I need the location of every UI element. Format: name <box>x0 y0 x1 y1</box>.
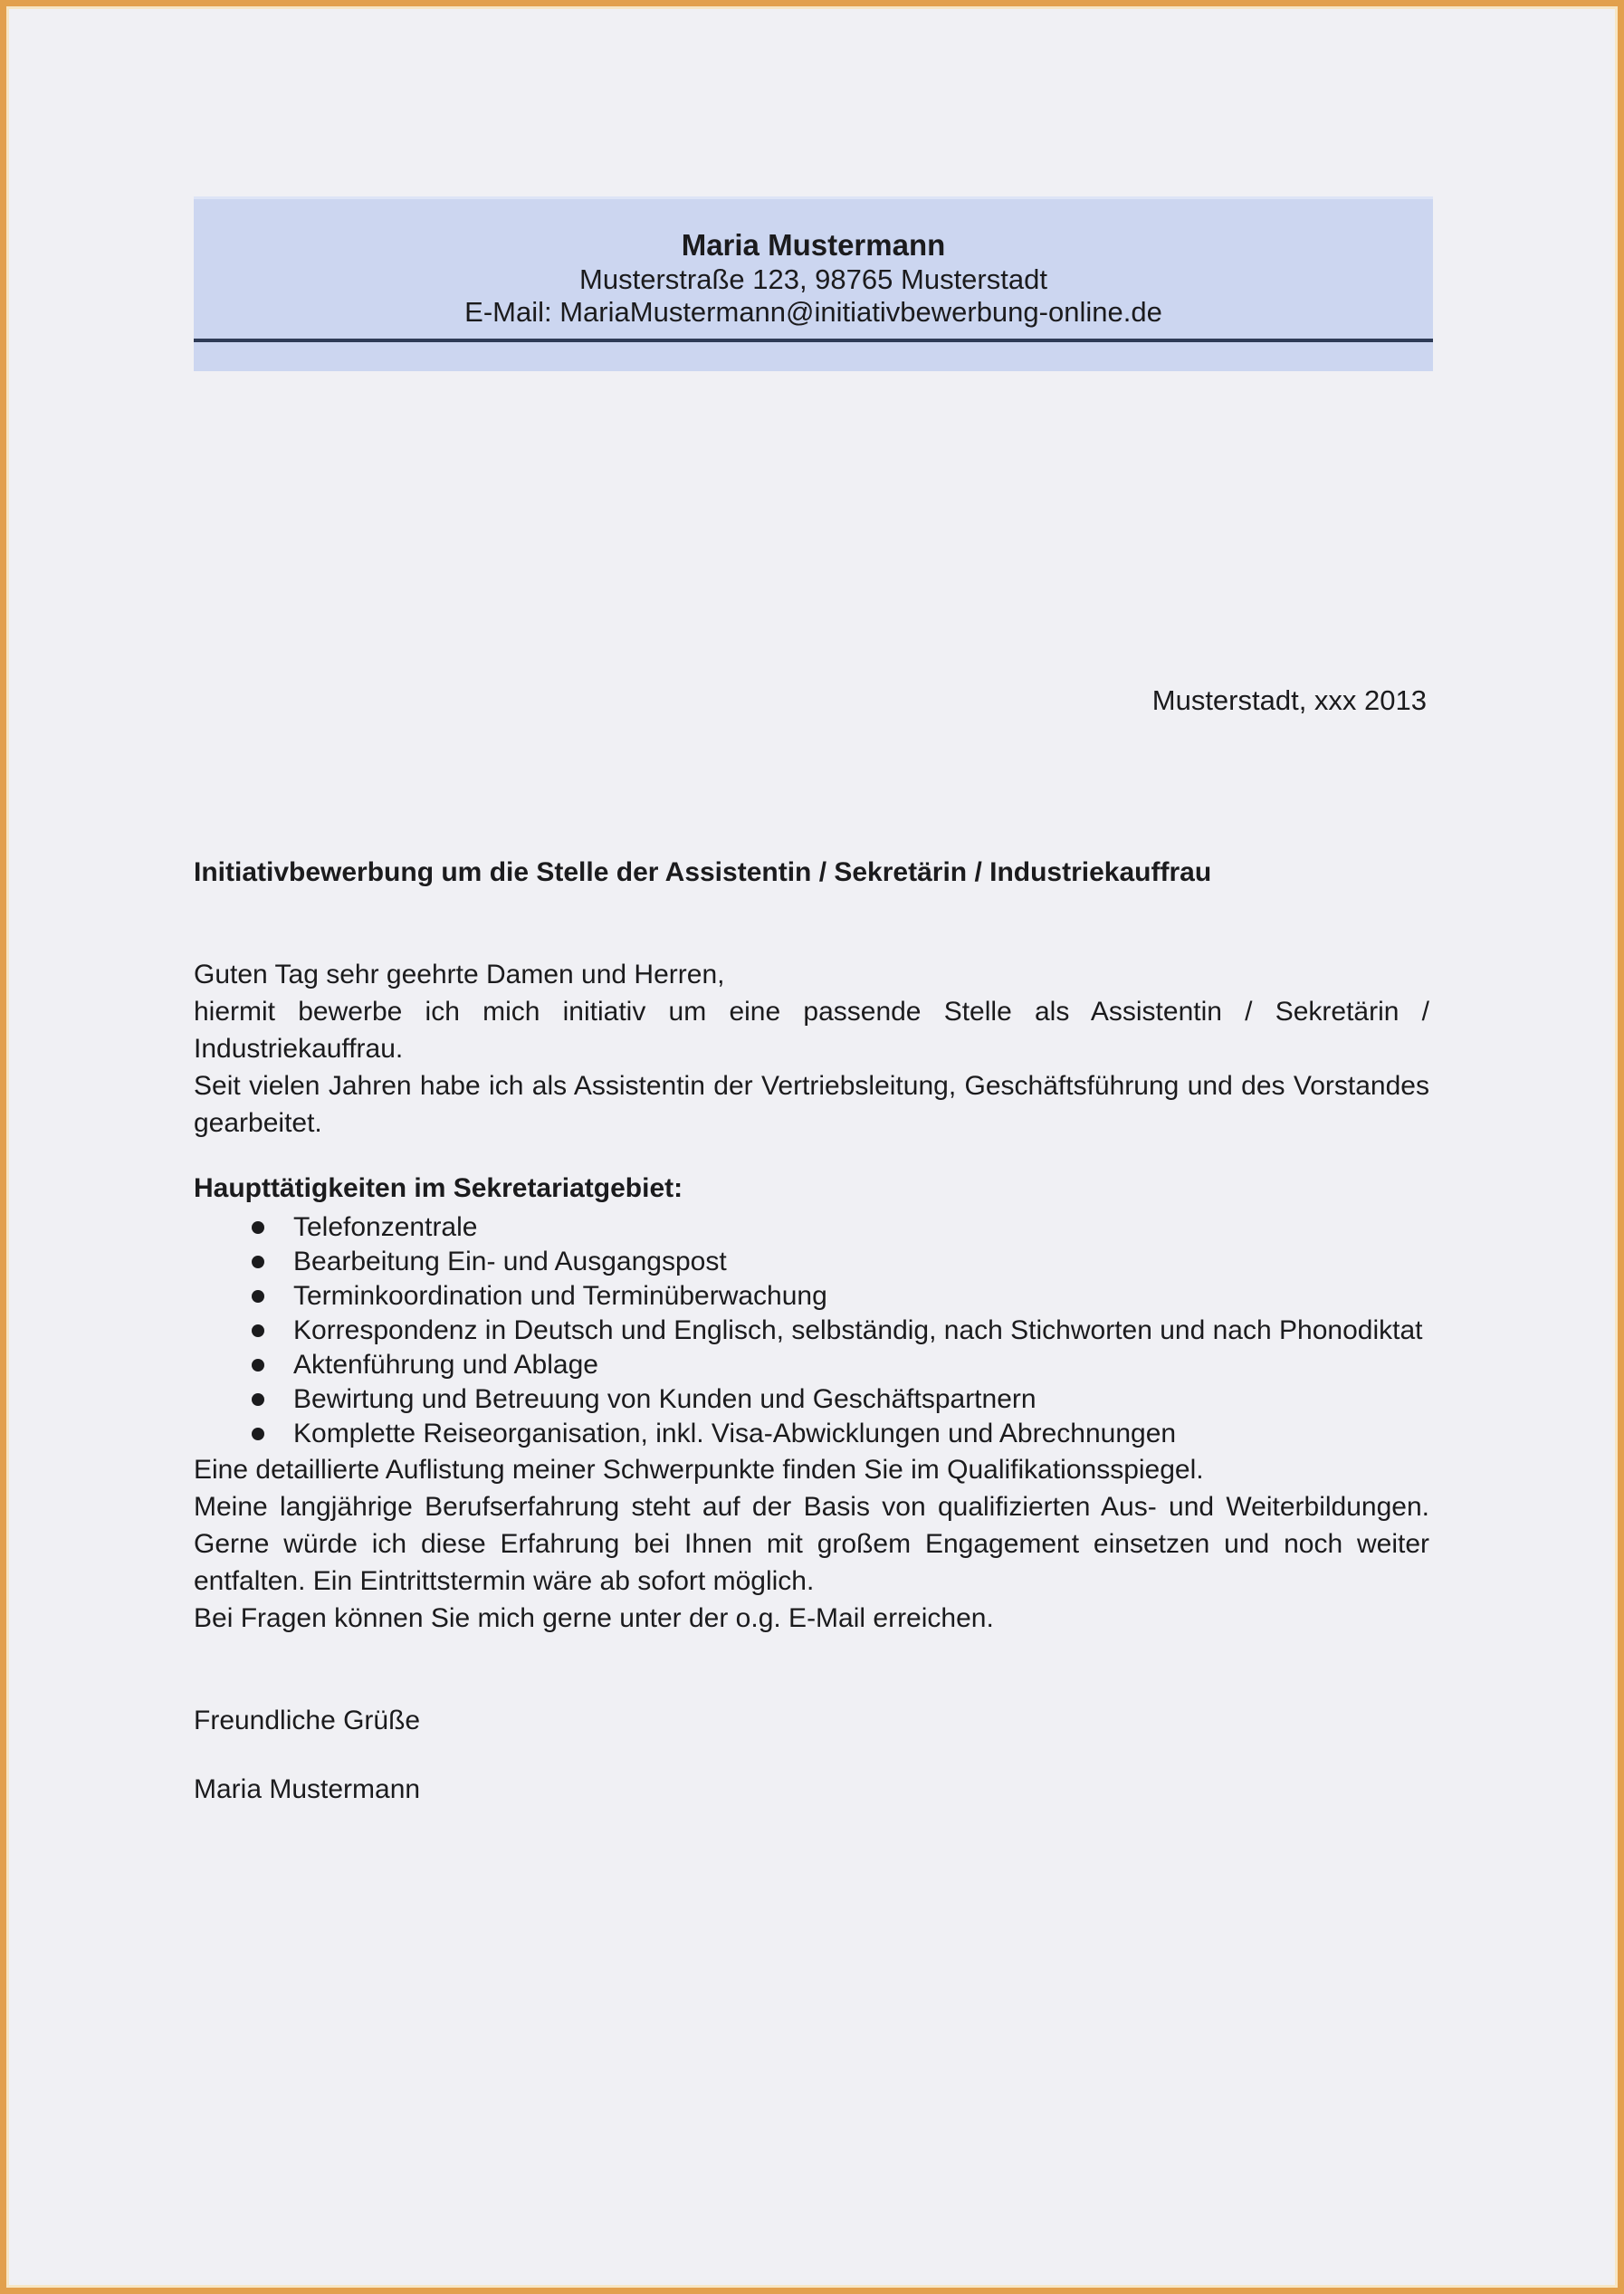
paragraph-background: Meine langjährige Berufserfahrung steht auf der Basis von qualifizierten Aus- und Weiterbildungen. Gerne würde ich diese Erfahrung bei Ihnen mit großem Engagement einsetzen und noch weiter entfalten. Ein Eintrittstermin wäre ab sofort möglich. <box>194 1492 1429 1596</box>
paragraph-qualification: Eine detaillierte Auflistung meiner Schwerpunkte finden Sie im Qualifikationsspiegel. <box>194 1455 1204 1485</box>
sender-address: Musterstraße 123, 98765 Musterstadt <box>579 263 1047 295</box>
letter-body <box>194 196 1433 1808</box>
sender-email: E-Mail: MariaMustermann@initiativbewerbung-online.de <box>464 296 1162 328</box>
main-duties-list <box>194 1210 1429 1451</box>
list-item: Terminkoordination und Terminüberwachung <box>194 1279 1429 1314</box>
paragraph-intro: hiermit bewerbe ich mich initiativ um eine passende Stelle als Assistentin / Sekretärin / Industriekauffrau. <box>194 997 1429 1064</box>
signature-name: Maria Mustermann <box>194 1774 421 1804</box>
list-item: Aktenführung und Ablage <box>194 1348 1429 1382</box>
letter-page <box>6 196 1618 2294</box>
sender-header-box <box>194 196 1433 371</box>
header-divider-rule <box>194 339 1433 342</box>
list-item: Bewirtung und Betreuung von Kunden und Geschäftspartnern <box>194 1382 1429 1417</box>
list-item: Bearbeitung Ein- und Ausgangspost <box>194 1245 1429 1279</box>
list-item: Korrespondenz in Deutsch und Englisch, selbständig, nach Stichworten und nach Phonodiktat <box>194 1314 1429 1348</box>
list-item: Telefonzentrale <box>194 1210 1429 1245</box>
sender-name: Maria Mustermann <box>681 228 946 262</box>
list-heading: Haupttätigkeiten im Sekretariatgebiet: <box>194 1173 683 1203</box>
greeting: Guten Tag sehr geehrte Damen und Herren, <box>194 960 725 989</box>
date-line: Musterstadt, xxx 2013 <box>1151 684 1427 716</box>
paragraph-contact: Bei Fragen können Sie mich gerne unter der o.g. E-Mail erreichen. <box>194 1603 994 1633</box>
list-item: Komplette Reiseorganisation, inkl. Visa-Abwicklungen und Abrechnungen <box>194 1417 1429 1451</box>
closing-salutation: Freundliche Grüße <box>194 1706 421 1735</box>
subject-line: Initiativbewerbung um die Stelle der Assistentin / Sekretärin / Industriekauffrau <box>194 857 1212 887</box>
paragraph-experience: Seit vielen Jahren habe ich als Assistentin der Vertriebsleitung, Geschäftsführung und des Vorstandes gearbeitet. <box>194 1071 1429 1138</box>
